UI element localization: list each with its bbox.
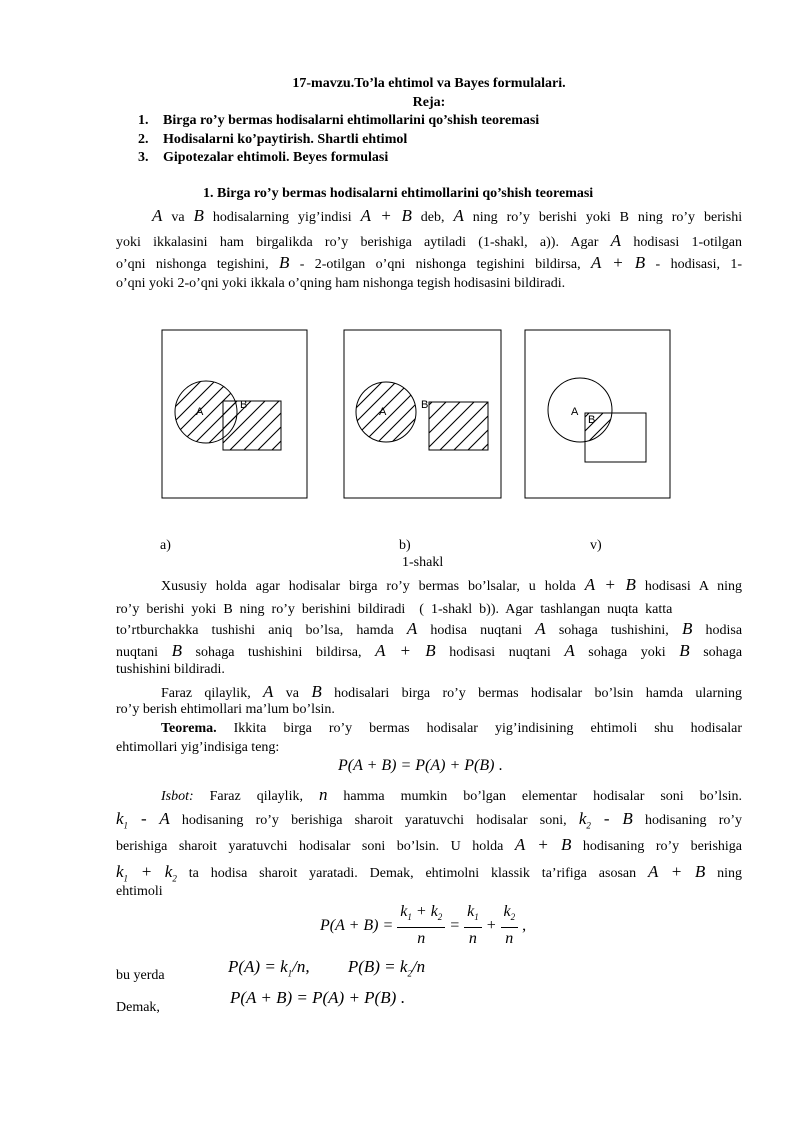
section-heading: 1. Birga ro’y bermas hodisalarni ehtimollarini qo’shish teoremasi	[203, 186, 594, 201]
page-title: 17-mavzu.To’la ehtimol va Bayes formulalari.	[292, 76, 566, 91]
figure-a-label-b: B	[240, 399, 248, 411]
proof-line-5: ehtimoli	[116, 884, 163, 899]
figure-b-label-b: B	[421, 399, 429, 411]
figure-a-union	[162, 330, 307, 498]
caption-a: a)	[160, 538, 171, 553]
venn-figure	[150, 320, 690, 510]
proof-line-3: berishiga sharoit yaratuvchi hodisalar soni bo’lsin. U holda A + B hodisaning ro’y berishiga	[116, 835, 742, 854]
proof-line-1: Isbot: Faraz qilaylik, n hamma mumkin bo’lgan elementar hodisalar soni bo’lsin.	[161, 785, 743, 804]
figure-b-disjoint	[344, 330, 501, 498]
p2-line-5: tushishini bildiradi.	[116, 662, 225, 677]
plan-item-3: 3. Gipotezalar ehtimoli. Beyes formulasi	[138, 150, 389, 165]
figure-v-label-a: A	[571, 406, 579, 418]
plan-list	[116, 112, 539, 168]
figure-v-intersection	[525, 330, 670, 498]
p3-line-1: Faraz qilaylik, A va B hodisalari birga ro’y bermas hodisalar bo’lsin hamda ularning	[161, 682, 743, 701]
theorem-formula: P(A + B) = P(A) + P(B) .	[338, 757, 503, 774]
p1-line-3: o’qni nishonga tegishini, B - 2-otilgan o’qni nishonga tegishini bildirsa, A + B - hodisasi, 1-	[116, 253, 743, 272]
demak-label: Demak,	[116, 1000, 160, 1015]
figure-b-label-a: A	[379, 406, 387, 418]
p1-line-2: yoki ikkalasini ham birgalikda ro’y berishiga aytiladi (1-shakl, a)). Agar A hodisasi 1-otilgan	[116, 231, 742, 250]
p2-line-1: Xususiy holda agar hodisalar birga ro’y bermas bo’lsalar, u holda A + B hodisasi A ning	[161, 575, 742, 594]
p1-line-1: A va B hodisalarning yig’indisi A + B deb, A ning ro’y berishi yoki B ning ro’y berishi	[152, 206, 743, 225]
plan-heading: Reja:	[412, 95, 446, 110]
p2-line-2: ro’y berishi yoki B ning ro’y berishini bildiradi ( 1-shakl b)). Agar tashlangan nuqta katta	[116, 602, 673, 617]
conclusion-formula: P(A + B) = P(A) + P(B) .	[230, 988, 405, 1007]
caption-b: b)	[399, 538, 411, 553]
plan-item-1: 1. Birga ro’y bermas hodisalarni ehtimollarini qo’shish teoremasi	[138, 113, 540, 128]
fraction-formula: P(A + B) = $\frac{k_1 + k_2}{n}$ = $\frac{k_1}{n}$ + $\frac{k_2}{n}$ ,	[320, 903, 527, 948]
p2-line-3: to’rtburchakka tushishi aniq bo’lsa, hamda A hodisa nuqtani A sohaga tushishini, B hodisa	[116, 619, 743, 638]
proof-line-4: $k_1 + k_2$ ta hodisa sharoit yaratadi. Demak, ehtimolni klassik ta’rifiga asosan A + B ning	[116, 862, 742, 884]
figure-a-label-a: A	[196, 406, 204, 418]
proof-line-2: $k_1$ - A hodisaning ro’y berishiga sharoit yaratuvchi hodisalar soni, $k_2$ - B hodisaning ro’y	[116, 809, 743, 831]
theorem-line-1: Teorema. Ikkita birga ro’y bermas hodisalar yig’indisining ehtimoli shu hodisalar	[161, 721, 743, 736]
p2-line-4: nuqtani B sohaga tushishini bildirsa, A + B hodisasi nuqtani A sohaga yoki B sohaga	[116, 641, 743, 660]
probability-definitions: $P(A) = k_1/n$, $P(B) = k_2/n$	[228, 957, 426, 979]
theorem-line-2: ehtimollari yig’indisiga teng:	[116, 740, 280, 755]
figure-caption: 1-shakl	[402, 555, 444, 570]
p1-line-4: o’qni yoki 2-o’qni yoki ikkala o’qning ham nishonga tegish hodisasini bildiradi.	[116, 276, 566, 291]
figure-v-label-b: B	[588, 414, 596, 426]
caption-v: v)	[590, 538, 602, 553]
bu-yerda-label: bu yerda	[116, 968, 165, 983]
p3-line-2: ro’y berish ehtimollari ma’lum bo’lsin.	[116, 702, 335, 717]
plan-item-2: 2. Hodisalarni ko’paytirish. Shartli ehtimol	[138, 131, 408, 147]
